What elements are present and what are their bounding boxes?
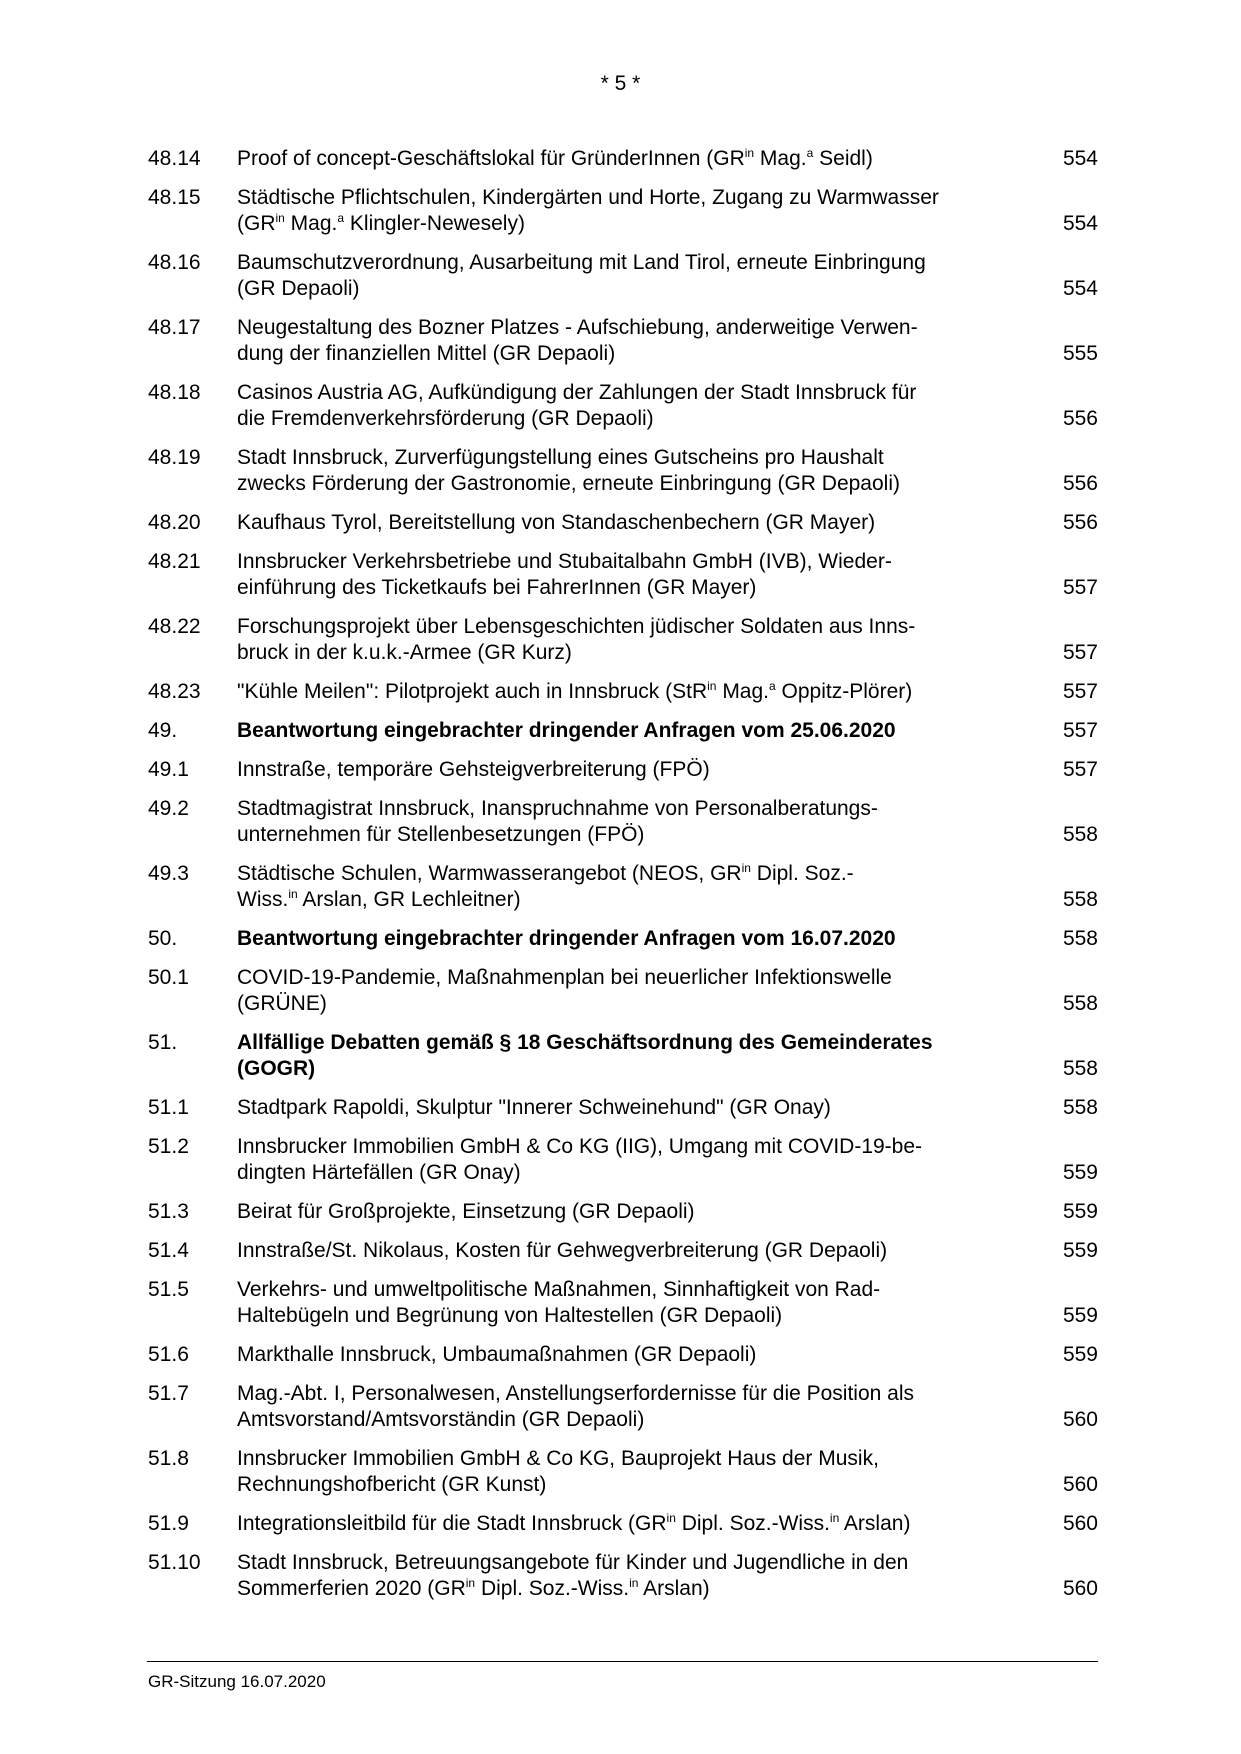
title-text: Stadtmagistrat Innsbruck, Inanspruchnahme von Personalberatungs- bbox=[237, 797, 878, 820]
toc-page-number: 558 bbox=[1062, 927, 1098, 950]
toc-title-line bbox=[237, 1407, 1030, 1433]
title-text: Beirat für Großprojekte, Einsetzung (GR Depaoli) bbox=[237, 1200, 695, 1223]
title-text: Innsbrucker Verkehrsbetriebe und Stubaitalbahn GmbH (IVB), Wieder- bbox=[237, 550, 892, 573]
toc-entry bbox=[148, 796, 1098, 848]
toc-title-line bbox=[237, 406, 1030, 432]
toc-title-line bbox=[237, 471, 1030, 497]
title-text: Arslan) bbox=[638, 1577, 710, 1600]
superscript: in bbox=[666, 1511, 676, 1525]
toc-title-line bbox=[237, 1160, 1030, 1186]
toc-title-line bbox=[237, 1134, 1030, 1160]
toc-entry-number: 50. bbox=[148, 927, 178, 950]
title-text: Sommerferien 2020 (GR bbox=[237, 1577, 466, 1600]
toc-entry bbox=[148, 380, 1098, 432]
title-text: dung der finanziellen Mittel (GR Depaoli) bbox=[237, 342, 616, 365]
toc-entry bbox=[148, 315, 1098, 367]
toc-title-line bbox=[237, 965, 1030, 991]
title-text: Seidl) bbox=[813, 147, 873, 170]
title-text: Neugestaltung des Bozner Platzes - Aufschiebung, anderweitige Verwen- bbox=[237, 316, 918, 339]
toc-entry bbox=[148, 185, 1098, 237]
title-text: Stadt Innsbruck, Zurverfügungstellung eines Gutscheins pro Haushalt bbox=[237, 446, 884, 469]
toc-title-line bbox=[237, 1472, 1030, 1498]
toc-entry-title bbox=[237, 796, 1030, 848]
toc-entry-number: 49.2 bbox=[148, 797, 189, 820]
superscript: a bbox=[337, 211, 345, 225]
toc-page-number: 557 bbox=[1062, 641, 1098, 664]
toc-title-line bbox=[237, 341, 1030, 367]
title-text: Stadtpark Rapoldi, Skulptur "Innerer Schweinehund" (GR Onay) bbox=[237, 1096, 831, 1119]
toc-page-number: 558 bbox=[1062, 992, 1098, 1015]
title-text: Proof of concept-Geschäftslokal für GründerInnen (GR bbox=[237, 147, 745, 170]
toc-title-line bbox=[237, 887, 1030, 913]
toc-title-line bbox=[237, 1277, 1030, 1303]
toc-entry-title bbox=[237, 445, 1030, 497]
toc-entry-number: 51.3 bbox=[148, 1200, 189, 1223]
toc-title-line bbox=[237, 822, 1030, 848]
title-text: (GRÜNE) bbox=[237, 992, 327, 1015]
toc-page-number: 558 bbox=[1062, 823, 1098, 846]
toc-title-line bbox=[237, 1511, 1030, 1537]
toc-entry bbox=[148, 146, 1098, 172]
title-text: (GOGR) bbox=[237, 1057, 316, 1080]
toc-entry-title bbox=[237, 549, 1030, 601]
title-text: Oppitz-Plörer) bbox=[775, 680, 913, 703]
title-text: Forschungsprojekt über Lebensgeschichten jüdischer Soldaten aus Inns- bbox=[237, 615, 916, 638]
toc-entry-number: 48.23 bbox=[148, 680, 201, 703]
toc-title-line bbox=[237, 1095, 1030, 1121]
toc-entry-title bbox=[237, 1446, 1030, 1498]
toc-entry-title bbox=[237, 718, 1030, 744]
title-text: Arslan) bbox=[839, 1512, 911, 1535]
toc-page-number: 557 bbox=[1062, 758, 1098, 781]
footer-divider bbox=[147, 1661, 1098, 1662]
toc-entry-title bbox=[237, 250, 1030, 302]
toc-title-line bbox=[237, 1056, 1030, 1082]
toc-page-number: 560 bbox=[1062, 1473, 1098, 1496]
title-text: Innsbrucker Immobilien GmbH & Co KG, Bauprojekt Haus der Musik, bbox=[237, 1447, 879, 1470]
title-text: Dipl. Soz.- bbox=[750, 862, 854, 885]
toc-entry bbox=[148, 1277, 1098, 1329]
toc-title-line bbox=[237, 276, 1030, 302]
toc-entry-title bbox=[237, 380, 1030, 432]
toc-page-number: 559 bbox=[1062, 1304, 1098, 1327]
toc-title-line bbox=[237, 1303, 1030, 1329]
title-text: Mag. bbox=[716, 680, 770, 703]
toc-title-line bbox=[237, 146, 1030, 172]
toc-page-number: 556 bbox=[1062, 472, 1098, 495]
toc-title-line bbox=[237, 926, 1030, 952]
title-text: Stadt Innsbruck, Betreuungsangebote für Kinder und Jugendliche in den bbox=[237, 1551, 909, 1574]
toc-entry-title bbox=[237, 614, 1030, 666]
title-text: "Kühle Meilen": Pilotprojekt auch in Innsbruck (StR bbox=[237, 680, 708, 703]
toc-title-line bbox=[237, 991, 1030, 1017]
toc-entry-number: 50.1 bbox=[148, 966, 189, 989]
toc-entry-number: 51.1 bbox=[148, 1096, 189, 1119]
toc-page-number: 559 bbox=[1062, 1200, 1098, 1223]
toc-entry bbox=[148, 549, 1098, 601]
toc-entry-title bbox=[237, 679, 1030, 705]
toc-title-line bbox=[237, 861, 1030, 887]
title-text: COVID-19-Pandemie, Maßnahmenplan bei neuerlicher Infektionswelle bbox=[237, 966, 892, 989]
toc-entry-number: 49. bbox=[148, 719, 178, 742]
toc-entry-title bbox=[237, 1511, 1030, 1537]
toc-title-line bbox=[237, 549, 1030, 575]
toc-page-number: 558 bbox=[1062, 1057, 1098, 1080]
toc-title-line bbox=[237, 1576, 1030, 1602]
toc-entry-number: 51.4 bbox=[148, 1239, 189, 1262]
superscript: in bbox=[829, 1511, 840, 1525]
toc-entry bbox=[148, 861, 1098, 913]
toc-page-number: 560 bbox=[1062, 1577, 1098, 1600]
title-text: Innstraße, temporäre Gehsteigverbreiterung (FPÖ) bbox=[237, 758, 710, 781]
title-text: Casinos Austria AG, Aufkündigung der Zahlungen der Stadt Innsbruck für bbox=[237, 381, 917, 404]
toc-entry-title bbox=[237, 757, 1030, 783]
toc-page-number: 557 bbox=[1062, 719, 1098, 742]
superscript: in bbox=[465, 1576, 476, 1590]
title-text: zwecks Förderung der Gastronomie, erneute Einbringung (GR Depaoli) bbox=[237, 472, 900, 495]
toc-title-line bbox=[237, 380, 1030, 406]
toc-entry-number: 51.9 bbox=[148, 1512, 189, 1535]
toc-section-heading bbox=[148, 1030, 1098, 1082]
title-text: Mag. bbox=[754, 147, 807, 170]
superscript: in bbox=[629, 1576, 639, 1590]
toc-entry-number: 48.21 bbox=[148, 550, 201, 573]
toc-title-line bbox=[237, 679, 1030, 705]
title-text: Kaufhaus Tyrol, Bereitstellung von Standaschenbechern (GR Mayer) bbox=[237, 511, 876, 534]
superscript: in bbox=[275, 211, 285, 225]
title-text: (GR Depaoli) bbox=[237, 277, 360, 300]
toc-title-line bbox=[237, 640, 1030, 666]
superscript: a bbox=[769, 679, 776, 693]
table-of-contents bbox=[148, 146, 1098, 1615]
toc-entry-title bbox=[237, 1030, 1030, 1082]
toc-entry bbox=[148, 1238, 1098, 1264]
superscript: in bbox=[288, 887, 298, 901]
toc-title-line bbox=[237, 1238, 1030, 1264]
title-text: Klingler-Newesely) bbox=[344, 212, 525, 235]
toc-entry-number: 49.1 bbox=[148, 758, 189, 781]
toc-title-line bbox=[237, 1550, 1030, 1576]
toc-page-number: 560 bbox=[1062, 1512, 1098, 1535]
toc-title-line bbox=[237, 315, 1030, 341]
toc-entry-title bbox=[237, 1277, 1030, 1329]
superscript: a bbox=[806, 146, 814, 160]
title-text: Verkehrs- und umweltpolitische Maßnahmen, Sinnhaftigkeit von Rad- bbox=[237, 1278, 881, 1301]
toc-entry bbox=[148, 1381, 1098, 1433]
toc-entry-number: 48.17 bbox=[148, 316, 201, 339]
toc-section-heading bbox=[148, 926, 1098, 952]
page-number-marker: * 5 * bbox=[600, 72, 641, 95]
title-text: dingten Härtefällen (GR Onay) bbox=[237, 1161, 521, 1184]
toc-entry bbox=[148, 1134, 1098, 1186]
toc-title-line bbox=[237, 510, 1030, 536]
toc-title-line bbox=[237, 1342, 1030, 1368]
title-text: Amtsvorstand/Amtsvorständin (GR Depaoli) bbox=[237, 1408, 645, 1431]
title-text: bruck in der k.u.k.-Armee (GR Kurz) bbox=[237, 641, 572, 664]
toc-entry-number: 51. bbox=[148, 1031, 178, 1054]
toc-entry-number: 51.6 bbox=[148, 1343, 189, 1366]
toc-entry-number: 48.19 bbox=[148, 446, 201, 469]
toc-entry-number: 49.3 bbox=[148, 862, 189, 885]
toc-entry bbox=[148, 1342, 1098, 1368]
toc-title-line bbox=[237, 1446, 1030, 1472]
title-text: Dipl. Soz.-Wiss. bbox=[475, 1577, 630, 1600]
toc-entry-number: 48.20 bbox=[148, 511, 201, 534]
superscript: in bbox=[744, 146, 755, 160]
toc-entry-title bbox=[237, 1381, 1030, 1433]
toc-entry-title bbox=[237, 315, 1030, 367]
superscript: in bbox=[741, 861, 751, 875]
toc-entry-number: 48.22 bbox=[148, 615, 201, 638]
toc-entry bbox=[148, 445, 1098, 497]
toc-page-number: 556 bbox=[1062, 511, 1098, 534]
title-text: Beantwortung eingebrachter dringender Anfragen vom 16.07.2020 bbox=[237, 927, 896, 950]
toc-entry bbox=[148, 1511, 1098, 1537]
toc-page-number: 559 bbox=[1062, 1161, 1098, 1184]
toc-title-line bbox=[237, 757, 1030, 783]
toc-title-line bbox=[237, 185, 1030, 211]
toc-entry-title bbox=[237, 146, 1030, 172]
toc-title-line bbox=[237, 445, 1030, 471]
toc-page-number: 557 bbox=[1062, 680, 1098, 703]
toc-page-number: 554 bbox=[1062, 277, 1098, 300]
toc-entry-title bbox=[237, 965, 1030, 1017]
toc-entry bbox=[148, 250, 1098, 302]
toc-entry-title bbox=[237, 1342, 1030, 1368]
toc-title-line bbox=[237, 718, 1030, 744]
toc-entry bbox=[148, 510, 1098, 536]
toc-title-line bbox=[237, 1381, 1030, 1407]
toc-page-number: 559 bbox=[1062, 1239, 1098, 1262]
toc-page-number: 559 bbox=[1062, 1343, 1098, 1366]
title-text: Markthalle Innsbruck, Umbaumaßnahmen (GR Depaoli) bbox=[237, 1343, 757, 1366]
toc-entry-title bbox=[237, 1550, 1030, 1602]
toc-entry-number: 48.18 bbox=[148, 381, 201, 404]
title-text: die Fremdenverkehrsförderung (GR Depaoli) bbox=[237, 407, 654, 430]
title-text: Innstraße/St. Nikolaus, Kosten für Gehwegverbreiterung (GR Depaoli) bbox=[237, 1239, 888, 1262]
toc-title-line bbox=[237, 1199, 1030, 1225]
toc-entry bbox=[148, 1446, 1098, 1498]
toc-page-number: 554 bbox=[1062, 212, 1098, 235]
title-text: unternehmen für Stellenbesetzungen (FPÖ) bbox=[237, 823, 645, 846]
toc-entry-title bbox=[237, 1134, 1030, 1186]
toc-entry-number: 51.7 bbox=[148, 1382, 189, 1405]
toc-entry-title bbox=[237, 1199, 1030, 1225]
title-text: Haltebügeln und Begrünung von Haltestellen (GR Depaoli) bbox=[237, 1304, 783, 1327]
toc-section-heading bbox=[148, 718, 1098, 744]
footer-session-label: GR-Sitzung 16.07.2020 bbox=[148, 1672, 326, 1691]
toc-entry bbox=[148, 1095, 1098, 1121]
toc-title-line bbox=[237, 575, 1030, 601]
toc-entry-number: 51.5 bbox=[148, 1278, 189, 1301]
toc-entry bbox=[148, 1199, 1098, 1225]
title-text: einführung des Ticketkaufs bei FahrerInnen (GR Mayer) bbox=[237, 576, 757, 599]
title-text: Beantwortung eingebrachter dringender Anfragen vom 25.06.2020 bbox=[237, 719, 896, 742]
toc-title-line bbox=[237, 614, 1030, 640]
title-text: (GR bbox=[237, 212, 276, 235]
toc-entry-number: 51.10 bbox=[148, 1551, 201, 1574]
toc-entry bbox=[148, 965, 1098, 1017]
title-text: Rechnungshofbericht (GR Kunst) bbox=[237, 1473, 547, 1496]
toc-page-number: 558 bbox=[1062, 888, 1098, 911]
toc-page-number: 554 bbox=[1062, 147, 1098, 170]
title-text: Baumschutzverordnung, Ausarbeitung mit Land Tirol, erneute Einbringung bbox=[237, 251, 926, 274]
title-text: Wiss. bbox=[237, 888, 289, 911]
toc-entry-title bbox=[237, 510, 1030, 536]
toc-page-number: 556 bbox=[1062, 407, 1098, 430]
toc-entry-title bbox=[237, 926, 1030, 952]
toc-entry-title bbox=[237, 861, 1030, 913]
title-text: Arslan, GR Lechleitner) bbox=[297, 888, 521, 911]
toc-title-line bbox=[237, 211, 1030, 237]
title-text: Mag. bbox=[284, 212, 338, 235]
superscript: in bbox=[707, 679, 717, 693]
toc-page-number: 560 bbox=[1062, 1408, 1098, 1431]
title-text: Allfällige Debatten gemäß § 18 Geschäftsordnung des Gemeinderates bbox=[237, 1031, 933, 1054]
title-text: Integrationsleitbild für die Stadt Innsbruck (GR bbox=[237, 1512, 667, 1535]
toc-entry-number: 48.14 bbox=[148, 147, 201, 170]
toc-entry-title bbox=[237, 185, 1030, 237]
title-text: Mag.-Abt. I, Personalwesen, Anstellungserfordernisse für die Position als bbox=[237, 1382, 915, 1405]
title-text: Innsbrucker Immobilien GmbH & Co KG (IIG), Umgang mit COVID-19-be- bbox=[237, 1135, 923, 1158]
toc-entry bbox=[148, 757, 1098, 783]
toc-page-number: 558 bbox=[1062, 1096, 1098, 1119]
toc-entry bbox=[148, 679, 1098, 705]
toc-entry-number: 48.15 bbox=[148, 186, 201, 209]
toc-page-number: 555 bbox=[1062, 342, 1098, 365]
toc-page-number: 557 bbox=[1062, 576, 1098, 599]
title-text: Städtische Schulen, Warmwasserangebot (NEOS, GR bbox=[237, 862, 742, 885]
toc-title-line bbox=[237, 1030, 1030, 1056]
toc-entry-number: 48.16 bbox=[148, 251, 201, 274]
title-text: Städtische Pflichtschulen, Kindergärten und Horte, Zugang zu Warmwasser bbox=[237, 186, 939, 209]
toc-title-line bbox=[237, 796, 1030, 822]
toc-entry bbox=[148, 1550, 1098, 1602]
toc-entry-number: 51.8 bbox=[148, 1447, 189, 1470]
toc-entry-number: 51.2 bbox=[148, 1135, 189, 1158]
title-text: Dipl. Soz.-Wiss. bbox=[675, 1512, 830, 1535]
toc-entry-title bbox=[237, 1095, 1030, 1121]
toc-entry-title bbox=[237, 1238, 1030, 1264]
toc-entry bbox=[148, 614, 1098, 666]
toc-title-line bbox=[237, 250, 1030, 276]
